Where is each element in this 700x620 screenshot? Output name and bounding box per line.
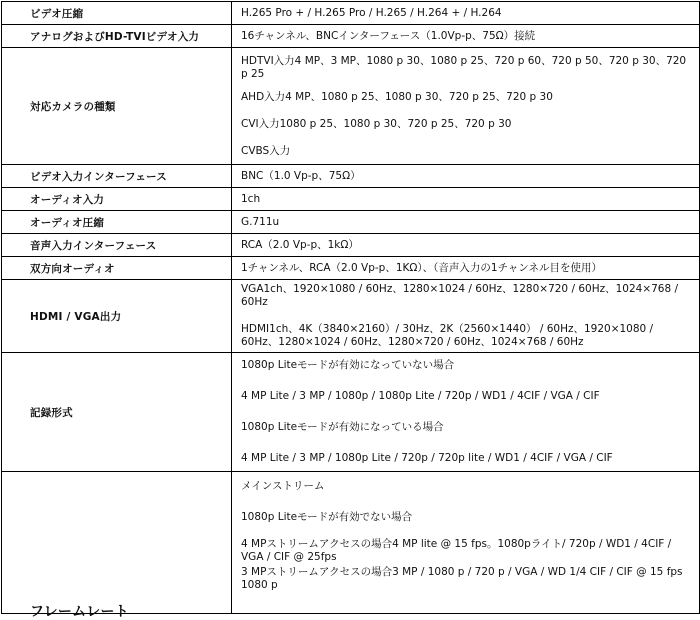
value-line: 1080p Liteモードが有効になっていない場合 [241, 359, 455, 371]
row-value: BNC（1.0 Vp-p、75Ω） [232, 165, 700, 188]
table-row [2, 353, 700, 472]
row-label: 音声入力インターフェース [2, 234, 232, 257]
row-label: アナログおよびHD-TVIビデオ入力 [2, 25, 232, 48]
table-row [2, 234, 700, 257]
row-value [232, 48, 700, 165]
value-line: 1080p Liteモードが有効でない場合 [241, 511, 413, 523]
table-row [2, 48, 700, 165]
row-label: ビデオ圧縮 [2, 2, 232, 25]
row-label: オーディオ入力 [2, 188, 232, 211]
row-label: HDMI / VGA出力 [2, 280, 232, 353]
table-row [2, 165, 700, 188]
row-value [232, 353, 700, 472]
value-line: 4 MP Lite / 3 MP / 1080p / 1080p Lite / 720p / WD1 / 4CIF / VGA / CIF [241, 390, 600, 402]
row-label-text: フレームレート [30, 604, 129, 620]
value-line: 3 MPストリームアクセスの場合3 MP / 1080 p / 720 p / VGA / WD 1/4 CIF / CIF @ 15 fps 1080 p [241, 566, 683, 591]
row-value [232, 472, 700, 614]
table-row [2, 211, 700, 234]
value-line: 1080p Liteモードが有効になっている場合 [241, 421, 444, 433]
value-line: HDTVI入力4 MP、3 MP、1080 p 30、1080 p 25、720 p 60、720 p 50、720 p 30、720 p 25 [241, 54, 687, 80]
row-label: 双方向オーディオ [2, 257, 232, 280]
table-row [2, 2, 700, 25]
table-row [2, 25, 700, 48]
row-value [232, 280, 700, 353]
row-label: ビデオ入力インターフェース [2, 165, 232, 188]
value-line: CVI入力1080 p 25、1080 p 30、720 p 25、720 p 30 [241, 117, 512, 130]
row-value: 16チャンネル、BNCインターフェース（1.0Vp-p、75Ω）接続 [232, 25, 700, 48]
value-line: CVBS入力 [241, 144, 291, 157]
value-line: HDMI1ch、4K（3840×2160）/ 30Hz、2K（2560×1440） / 60Hz、1920×1080 / 60Hz、1280×1024 / 60Hz、1280×720 / 60Hz、1024×768 / 60Hz [241, 323, 654, 348]
row-value: RCA（2.0 Vp-p、1kΩ） [232, 234, 700, 257]
row-value: 1チャンネル、RCA（2.0 Vp-p、1KΩ）、（音声入力の1チャンネル目を使用） [232, 257, 700, 280]
row-label: 対応カメラの種類 [2, 48, 232, 165]
row-value: 1ch [232, 188, 700, 211]
value-line: メインストリーム [241, 480, 325, 492]
row-label [2, 472, 232, 620]
value-line: AHD入力4 MP、1080 p 25、1080 p 30、720 p 25、720 p 30 [241, 90, 553, 103]
table-row [2, 188, 700, 211]
row-label: オーディオ圧縮 [2, 211, 232, 234]
spec-table [1, 1, 700, 620]
table-row [2, 280, 700, 353]
row-label: 記録形式 [2, 353, 232, 472]
value-line: 4 MP Lite / 3 MP / 1080p Lite / 720p / 720p lite / WD1 / 4CIF / VGA / CIF [241, 452, 613, 464]
table-row [2, 257, 700, 280]
table-row [2, 472, 700, 614]
row-value: G.711u [232, 211, 700, 234]
value-line: VGA1ch、1920×1080 / 60Hz、1280×1024 / 60Hz、1280×720 / 60Hz、1024×768 / 60Hz [241, 283, 679, 308]
value-line: 4 MPストリームアクセスの場合4 MP lite @ 15 fps。1080pライト/ 720p / WD1 / 4CIF / VGA / CIF @ 25fps [241, 538, 672, 563]
row-value: H.265 Pro + / H.265 Pro / H.265 / H.264 + / H.264 [232, 2, 700, 25]
